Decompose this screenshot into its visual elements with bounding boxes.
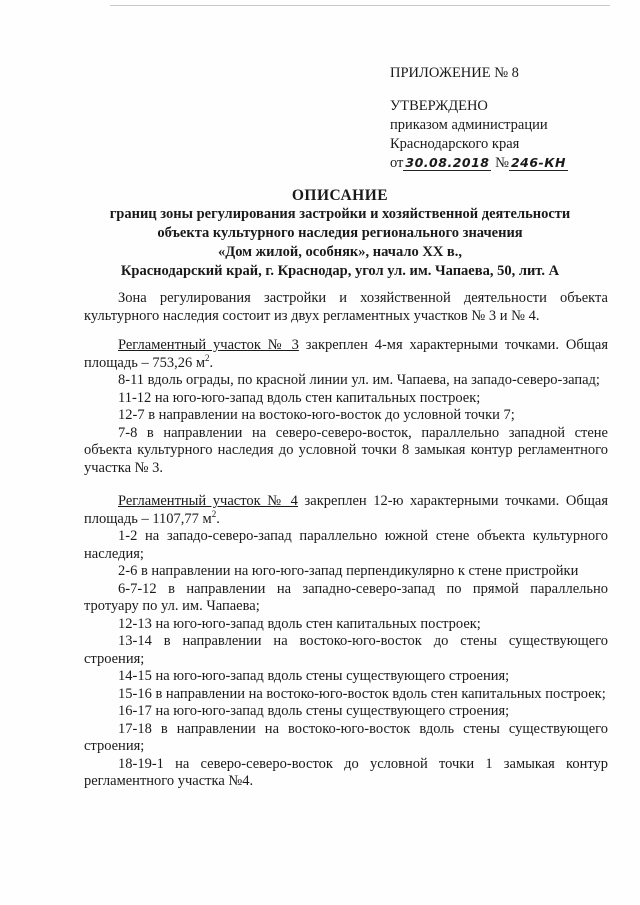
intro-paragraph: Зона регулирования застройки и хозяйственной деятельности объекта культурного наследия состоит из двух регламентных участков № 3 и № 4.: [84, 290, 608, 324]
document-title: [80, 186, 600, 281]
appendix-number: ПРИЛОЖЕНИЕ № 8: [390, 65, 519, 81]
section-4-item: 2-6 в направлении на юго-юго-запад перпендикулярно к стене пристройки: [118, 563, 579, 579]
section-4-item: 6-7-12 в направлении на западно-северо-запад по прямой параллельно тротуару по ул. им. Чапаева;: [84, 580, 608, 614]
handwritten-number: 246-КН: [510, 155, 566, 170]
title-line-1: границ зоны регулирования застройки и хозяйственной деятельности: [109, 206, 571, 222]
number-label: №: [495, 155, 509, 171]
order-line-2: Краснодарского края: [390, 136, 520, 152]
document-body: [84, 290, 608, 791]
section-4-item: 17-18 в направлении на востоко-юго-восток вдоль стены существующего строения;: [84, 720, 608, 754]
handwritten-date: 30.08.2018: [405, 155, 490, 170]
section-3-item: 12-7 в направлении на востоко-юго-восток до условной точки 7;: [118, 407, 515, 423]
order-date-number: [390, 154, 630, 173]
section-4-item: 13-14 в направлении на востоко-юго-восток до стены существующего строения;: [84, 633, 608, 667]
scan-top-line: [110, 5, 610, 6]
title-line-4: Краснодарский край, г. Краснодар, угол ул. им. Чапаева, 50, лит. А: [120, 263, 560, 279]
section-4-item: 18-19-1 на северо-северо-восток до условной точки 1 замыкая контур регламентного участка №4.: [84, 755, 608, 789]
section-3-title: Регламентный участок № 3: [118, 337, 299, 353]
section-4-item: 1-2 на западо-северо-запад параллельно южной стене объекта культурного наследия;: [84, 528, 608, 562]
approval-block: [390, 64, 630, 173]
section-3-item: 11-12 на юго-юго-запад вдоль стен капитальных построек;: [118, 389, 481, 406]
section-4-item: 16-17 на юго-юго-запад вдоль стены существующего строения;: [118, 703, 510, 719]
approved-label: УТВЕРЖДЕНО: [390, 98, 488, 114]
title-line-3: «Дом жилой, особняк», начало XX в.,: [217, 244, 463, 260]
section-4-title: Регламентный участок № 4: [118, 493, 298, 509]
title-line-2: объекта культурного наследия регионального значения: [157, 225, 523, 241]
section-3-item: 7-8 в направлении на северо-северо-восток, параллельно западной стене объекта культурного наследия до условной точки 8 замыкая контур регламентного участка № 3.: [84, 424, 608, 476]
section-4-heading: Регламентный участок № 4 закреплен 12-ю характерными точками. Общая площадь – 1107,77 $м^2$.: [84, 493, 608, 527]
section-4-item: 12-13 на юго-юго-запад вдоль стен капитальных построек;: [118, 615, 481, 632]
order-line-1: приказом администрации: [390, 117, 548, 133]
from-label: от: [390, 155, 404, 171]
section-3-item: 8-11 вдоль ограды, по красной линии ул. им. Чапаева, на западо-северо-запад;: [118, 372, 600, 388]
title-main: ОПИСАНИЕ: [291, 187, 389, 204]
section-3-heading: Регламентный участок № 3 закреплен 4-мя характерными точками. Общая площадь – 753,26 $м^2$.: [84, 337, 608, 371]
section-4-item: 15-16 в направлении на востоко-юго-восток вдоль стен капитальных построек;: [118, 685, 606, 702]
section-4-item: 14-15 на юго-юго-запад вдоль стены существующего строения;: [118, 668, 510, 684]
